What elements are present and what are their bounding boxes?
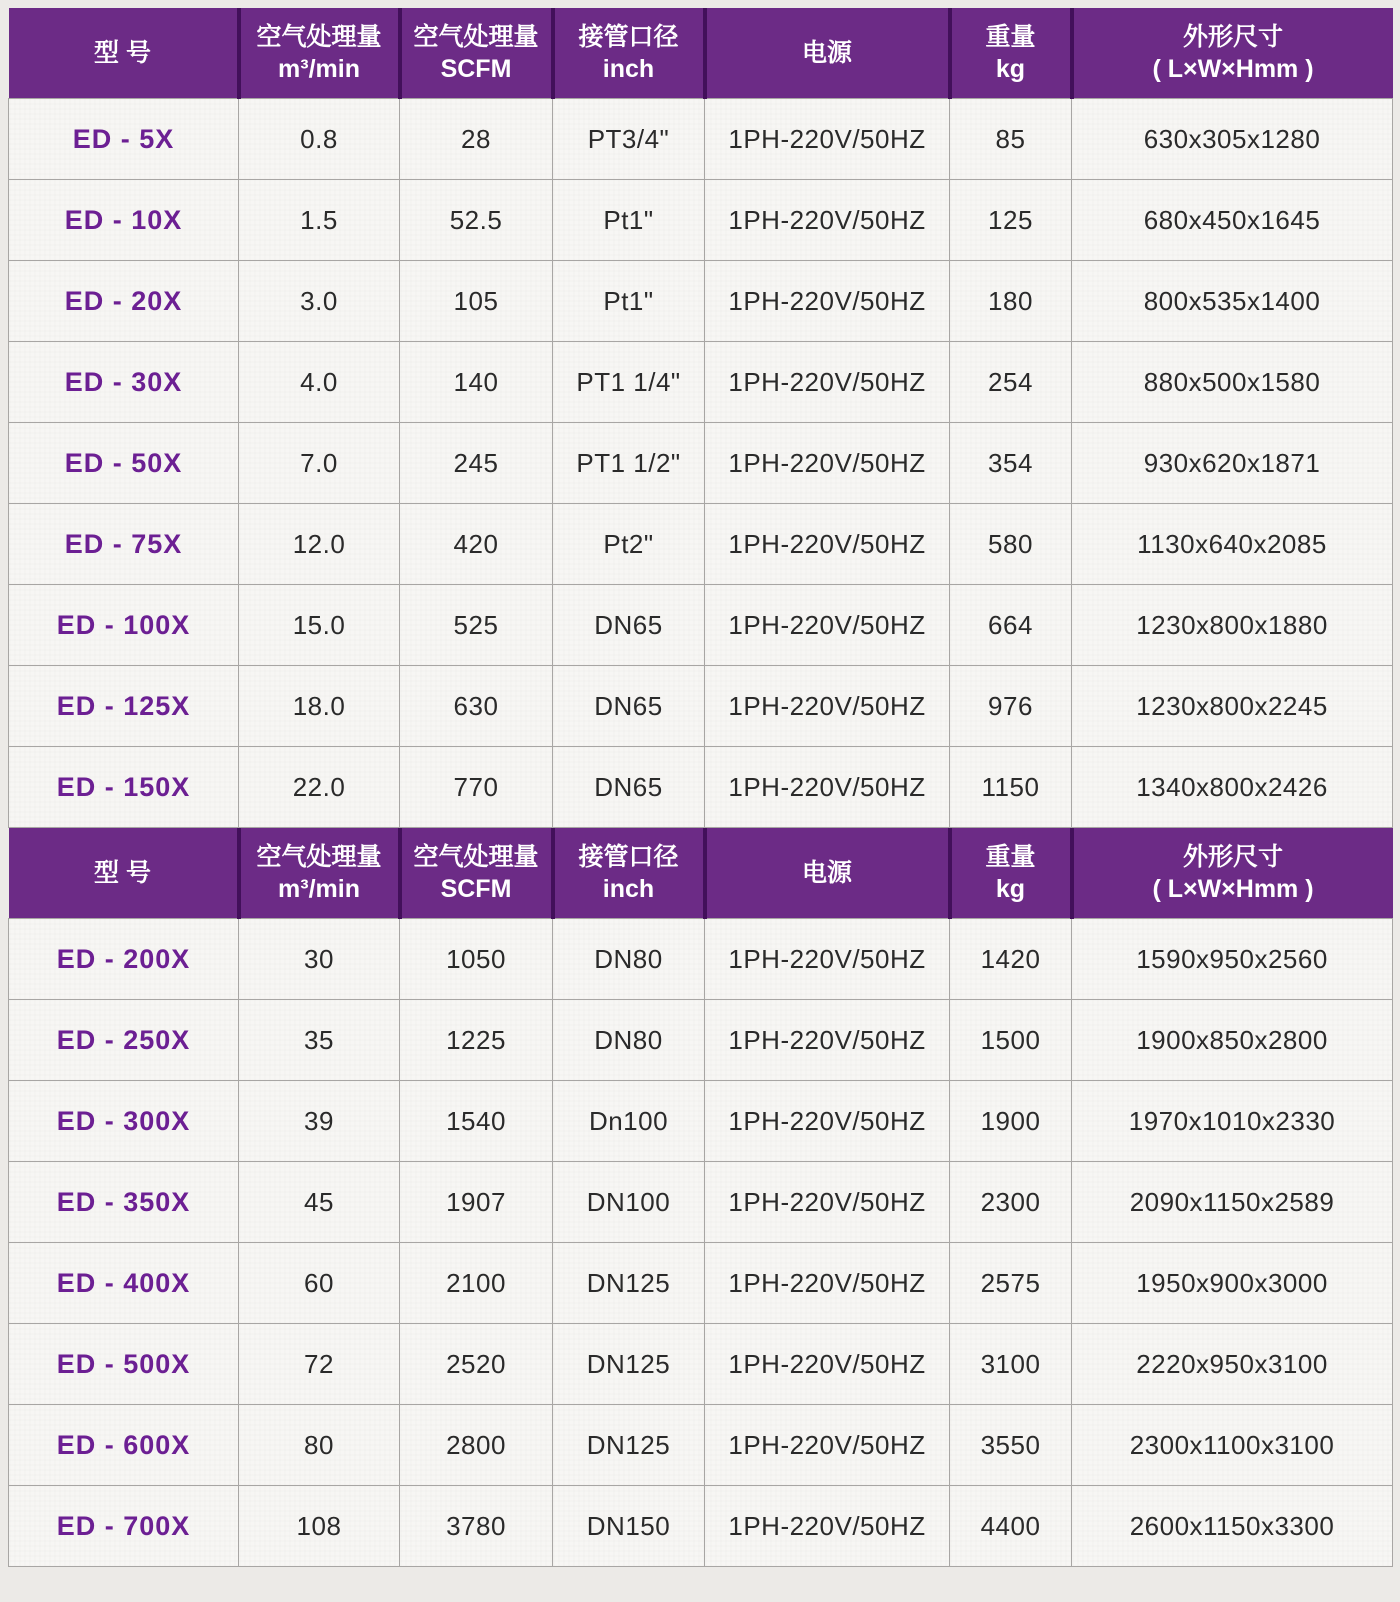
cell-m3min: 45: [239, 1162, 400, 1243]
cell-scfm: 1907: [400, 1162, 553, 1243]
cell-scfm: 245: [400, 423, 553, 504]
table-row: [9, 342, 1393, 423]
table-row: [9, 585, 1393, 666]
table-row: [9, 99, 1393, 180]
table-row: [9, 666, 1393, 747]
cell-scfm: 420: [400, 504, 553, 585]
table-row: [9, 423, 1393, 504]
table-row: [9, 504, 1393, 585]
cell-m3min: 60: [239, 1243, 400, 1324]
cell-weight: 4400: [950, 1486, 1072, 1567]
cell-m3min: 22.0: [239, 747, 400, 828]
cell-dims: 1230x800x1880: [1072, 585, 1393, 666]
cell-dims: 1970x1010x2330: [1072, 1081, 1393, 1162]
cell-pipe: DN80: [553, 1000, 705, 1081]
column-header-scfm: 空气处理量 SCFM: [400, 828, 553, 919]
cell-weight: 3100: [950, 1324, 1072, 1405]
cell-scfm: 630: [400, 666, 553, 747]
cell-m3min: 12.0: [239, 504, 400, 585]
column-header-model: 型 号: [9, 8, 239, 99]
cell-power: 1PH-220V/50HZ: [705, 1243, 950, 1324]
cell-m3min: 1.5: [239, 180, 400, 261]
column-header-pipe: 接管口径 inch: [553, 8, 705, 99]
cell-weight: 1500: [950, 1000, 1072, 1081]
column-header-m3min: 空气处理量 m³/min: [239, 828, 400, 919]
cell-model: ED - 600X: [9, 1405, 239, 1486]
cell-weight: 664: [950, 585, 1072, 666]
cell-model: ED - 150X: [9, 747, 239, 828]
cell-dims: 1950x900x3000: [1072, 1243, 1393, 1324]
spec-sheet: [8, 8, 1392, 1567]
table-row: [9, 1324, 1393, 1405]
cell-scfm: 2100: [400, 1243, 553, 1324]
cell-scfm: 770: [400, 747, 553, 828]
table-row: [9, 1081, 1393, 1162]
cell-pipe: DN100: [553, 1162, 705, 1243]
table-row: [9, 261, 1393, 342]
cell-dims: 2090x1150x2589: [1072, 1162, 1393, 1243]
cell-dims: 680x450x1645: [1072, 180, 1393, 261]
cell-pipe: Pt1": [553, 180, 705, 261]
cell-power: 1PH-220V/50HZ: [705, 1324, 950, 1405]
cell-model: ED - 300X: [9, 1081, 239, 1162]
cell-scfm: 3780: [400, 1486, 553, 1567]
cell-scfm: 2800: [400, 1405, 553, 1486]
cell-power: 1PH-220V/50HZ: [705, 180, 950, 261]
column-header-power: 电源: [705, 8, 950, 99]
cell-scfm: 525: [400, 585, 553, 666]
cell-power: 1PH-220V/50HZ: [705, 1405, 950, 1486]
cell-model: ED - 20X: [9, 261, 239, 342]
cell-model: ED - 350X: [9, 1162, 239, 1243]
cell-dims: 930x620x1871: [1072, 423, 1393, 504]
cell-power: 1PH-220V/50HZ: [705, 585, 950, 666]
cell-scfm: 28: [400, 99, 553, 180]
cell-pipe: Pt1": [553, 261, 705, 342]
cell-pipe: DN125: [553, 1243, 705, 1324]
cell-model: ED - 400X: [9, 1243, 239, 1324]
cell-pipe: Dn100: [553, 1081, 705, 1162]
cell-dims: 2220x950x3100: [1072, 1324, 1393, 1405]
header-row: [9, 8, 1393, 99]
cell-model: ED - 500X: [9, 1324, 239, 1405]
cell-weight: 2300: [950, 1162, 1072, 1243]
table-row: [9, 1243, 1393, 1324]
cell-scfm: 105: [400, 261, 553, 342]
table-row: [9, 1000, 1393, 1081]
cell-scfm: 140: [400, 342, 553, 423]
cell-m3min: 108: [239, 1486, 400, 1567]
cell-pipe: DN65: [553, 747, 705, 828]
cell-m3min: 39: [239, 1081, 400, 1162]
cell-power: 1PH-220V/50HZ: [705, 919, 950, 1000]
cell-weight: 180: [950, 261, 1072, 342]
cell-scfm: 1225: [400, 1000, 553, 1081]
cell-model: ED - 50X: [9, 423, 239, 504]
table-row: [9, 747, 1393, 828]
cell-pipe: PT1 1/2": [553, 423, 705, 504]
cell-pipe: DN150: [553, 1486, 705, 1567]
cell-pipe: DN65: [553, 666, 705, 747]
column-header-pipe: 接管口径 inch: [553, 828, 705, 919]
cell-model: ED - 700X: [9, 1486, 239, 1567]
cell-pipe: PT1 1/4": [553, 342, 705, 423]
cell-power: 1PH-220V/50HZ: [705, 423, 950, 504]
cell-weight: 354: [950, 423, 1072, 504]
cell-weight: 1420: [950, 919, 1072, 1000]
cell-model: ED - 250X: [9, 1000, 239, 1081]
cell-m3min: 72: [239, 1324, 400, 1405]
cell-model: ED - 125X: [9, 666, 239, 747]
header-row: [9, 828, 1393, 919]
cell-power: 1PH-220V/50HZ: [705, 747, 950, 828]
column-header-dims: 外形尺寸 ( L×W×Hmm ): [1072, 828, 1393, 919]
table-row: [9, 1405, 1393, 1486]
cell-model: ED - 75X: [9, 504, 239, 585]
cell-pipe: Pt2": [553, 504, 705, 585]
cell-pipe: PT3/4": [553, 99, 705, 180]
cell-power: 1PH-220V/50HZ: [705, 261, 950, 342]
cell-pipe: DN125: [553, 1324, 705, 1405]
cell-power: 1PH-220V/50HZ: [705, 504, 950, 585]
cell-m3min: 4.0: [239, 342, 400, 423]
cell-weight: 85: [950, 99, 1072, 180]
cell-weight: 254: [950, 342, 1072, 423]
cell-m3min: 15.0: [239, 585, 400, 666]
cell-power: 1PH-220V/50HZ: [705, 1000, 950, 1081]
cell-m3min: 18.0: [239, 666, 400, 747]
cell-power: 1PH-220V/50HZ: [705, 1081, 950, 1162]
cell-model: ED - 200X: [9, 919, 239, 1000]
cell-dims: 630x305x1280: [1072, 99, 1393, 180]
table-row: [9, 1162, 1393, 1243]
cell-dims: 1230x800x2245: [1072, 666, 1393, 747]
spec-table-lower: [8, 828, 1393, 1567]
cell-dims: 1900x850x2800: [1072, 1000, 1393, 1081]
cell-m3min: 0.8: [239, 99, 400, 180]
cell-power: 1PH-220V/50HZ: [705, 1162, 950, 1243]
cell-weight: 2575: [950, 1243, 1072, 1324]
cell-pipe: DN80: [553, 919, 705, 1000]
cell-dims: 1130x640x2085: [1072, 504, 1393, 585]
cell-weight: 3550: [950, 1405, 1072, 1486]
cell-model: ED - 10X: [9, 180, 239, 261]
column-header-scfm: 空气处理量 SCFM: [400, 8, 553, 99]
column-header-weight: 重量 kg: [950, 828, 1072, 919]
cell-m3min: 30: [239, 919, 400, 1000]
cell-weight: 1150: [950, 747, 1072, 828]
column-header-m3min: 空气处理量 m³/min: [239, 8, 400, 99]
cell-weight: 976: [950, 666, 1072, 747]
cell-dims: 2600x1150x3300: [1072, 1486, 1393, 1567]
cell-dims: 800x535x1400: [1072, 261, 1393, 342]
column-header-power: 电源: [705, 828, 950, 919]
cell-pipe: DN65: [553, 585, 705, 666]
cell-model: ED - 5X: [9, 99, 239, 180]
table-row: [9, 919, 1393, 1000]
cell-model: ED - 30X: [9, 342, 239, 423]
cell-power: 1PH-220V/50HZ: [705, 1486, 950, 1567]
cell-dims: 1590x950x2560: [1072, 919, 1393, 1000]
cell-power: 1PH-220V/50HZ: [705, 342, 950, 423]
column-header-dims: 外形尺寸 ( L×W×Hmm ): [1072, 8, 1393, 99]
cell-power: 1PH-220V/50HZ: [705, 99, 950, 180]
cell-m3min: 3.0: [239, 261, 400, 342]
cell-scfm: 1540: [400, 1081, 553, 1162]
cell-weight: 580: [950, 504, 1072, 585]
cell-power: 1PH-220V/50HZ: [705, 666, 950, 747]
table-row: [9, 1486, 1393, 1567]
column-header-weight: 重量 kg: [950, 8, 1072, 99]
cell-model: ED - 100X: [9, 585, 239, 666]
cell-weight: 125: [950, 180, 1072, 261]
column-header-model: 型 号: [9, 828, 239, 919]
cell-scfm: 2520: [400, 1324, 553, 1405]
cell-m3min: 7.0: [239, 423, 400, 504]
cell-dims: 2300x1100x3100: [1072, 1405, 1393, 1486]
cell-scfm: 52.5: [400, 180, 553, 261]
cell-dims: 880x500x1580: [1072, 342, 1393, 423]
cell-scfm: 1050: [400, 919, 553, 1000]
cell-weight: 1900: [950, 1081, 1072, 1162]
spec-table-upper: [8, 8, 1393, 828]
table-row: [9, 180, 1393, 261]
cell-pipe: DN125: [553, 1405, 705, 1486]
cell-dims: 1340x800x2426: [1072, 747, 1393, 828]
cell-m3min: 35: [239, 1000, 400, 1081]
cell-m3min: 80: [239, 1405, 400, 1486]
